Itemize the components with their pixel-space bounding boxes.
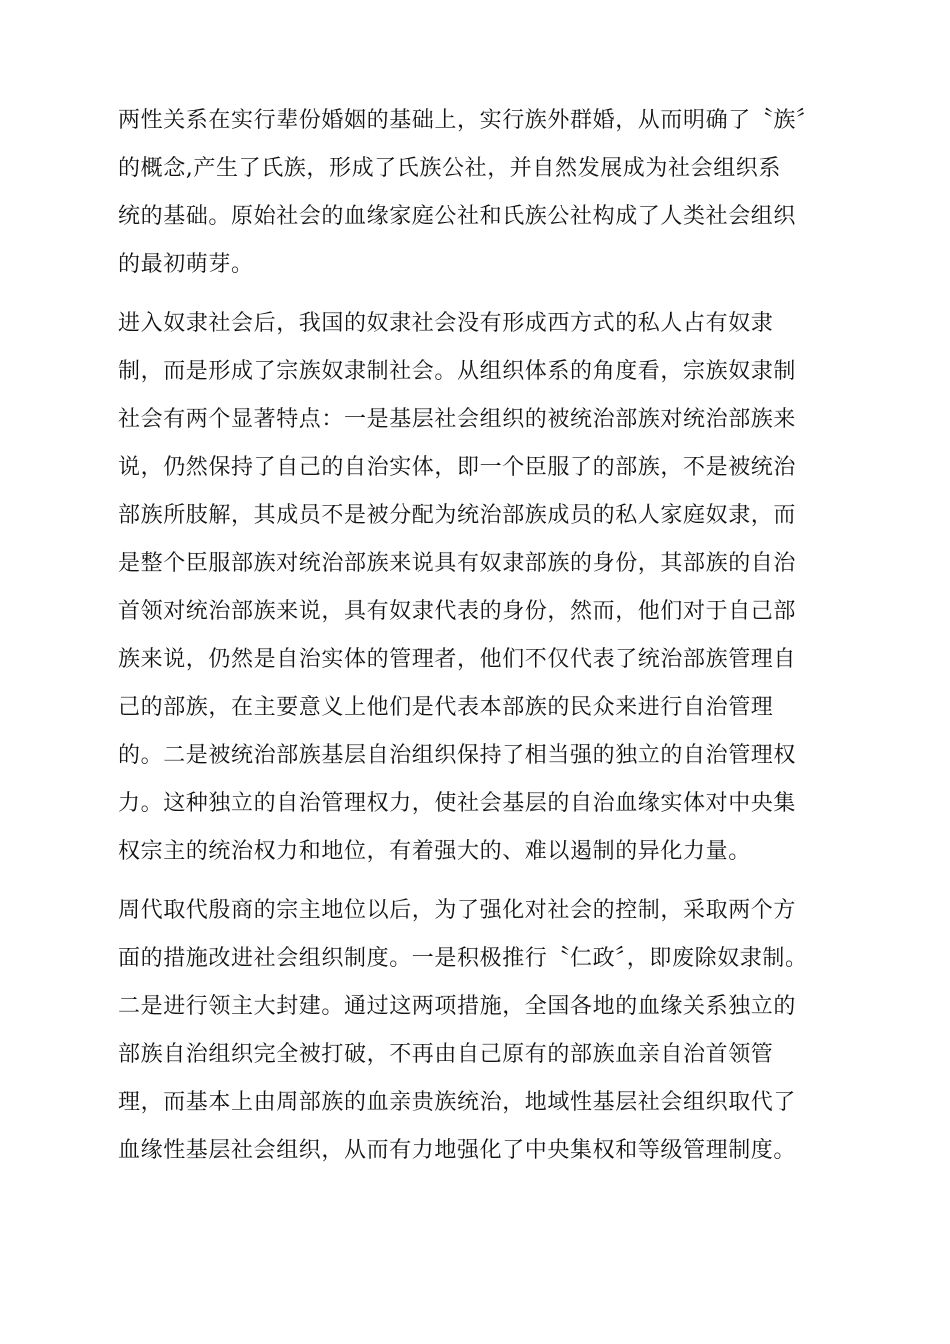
text-line: 己的部族，在主要意义上他们是代表本部族的民众来进行自治管理 — [118, 695, 774, 720]
text-line: 制，而是形成了宗族奴隶制社会。从组织体系的角度看，宗族奴隶制 — [118, 359, 797, 384]
text-line: 部族所肢解，其成员不是被分配为统治部族成员的私人家庭奴隶，而 — [118, 503, 797, 528]
text-line: 部族自治组织完全被打破，不再由自己原有的部族血亲自治首领管 — [118, 1042, 774, 1067]
text-line: 周代取代殷商的宗主地位以后，为了强化对社会的控制，采取两个方 — [118, 898, 797, 923]
text-line: 两性关系在实行辈份婚姻的基础上，实行族外群婚，从而明确了〝族〞 — [118, 108, 819, 133]
text-line: 面的措施改进社会组织制度。一是积极推行〝仁政〞，即废除奴隶制。 — [118, 946, 808, 971]
text-line: 力。这种独立的自治管理权力，使社会基层的自治血缘实体对中央集 — [118, 791, 797, 816]
text-line: 是整个臣服部族对统治部族来说具有奴隶部族的身份，其部族的自治 — [118, 551, 797, 576]
text-line: 首领对统治部族来说，具有奴隶代表的身份，然而，他们对于自己部 — [118, 599, 797, 624]
text-line: 的最初萌芽。 — [118, 252, 254, 277]
text-line: 的。二是被统治部族基层自治组织保持了相当强的独立的自治管理权 — [118, 743, 797, 768]
text-line: 二是进行领主大封建。通过这两项措施，全国各地的血缘关系独立的 — [118, 994, 797, 1019]
text-line: 理，而基本上由周部族的血亲贵族统治，地域性基层社会组织取代了 — [118, 1090, 797, 1115]
text-line: 权宗主的统治权力和地位，有着强大的、难以遏制的异化力量。 — [118, 839, 751, 864]
text-line: 统的基础。原始社会的血缘家庭公社和氏族公社构成了人类社会组织 — [118, 204, 797, 229]
text-line: 的概念,产生了氏族，形成了氏族公社，并自然发展成为社会组织系 — [118, 156, 781, 181]
text-line: 进入奴隶社会后，我国的奴隶社会没有形成西方式的私人占有奴隶 — [118, 311, 774, 336]
text-line: 族来说，仍然是自治实体的管理者，他们不仅代表了统治部族管理自 — [118, 647, 797, 672]
text-line: 说，仍然保持了自己的自治实体，即一个臣服了的部族，不是被统治 — [118, 455, 797, 480]
text-line: 血缘性基层社会组织，从而有力地强化了中央集权和等级管理制度。 — [118, 1138, 797, 1163]
text-line: 社会有两个显著特点：一是基层社会组织的被统治部族对统治部族来 — [118, 407, 797, 432]
